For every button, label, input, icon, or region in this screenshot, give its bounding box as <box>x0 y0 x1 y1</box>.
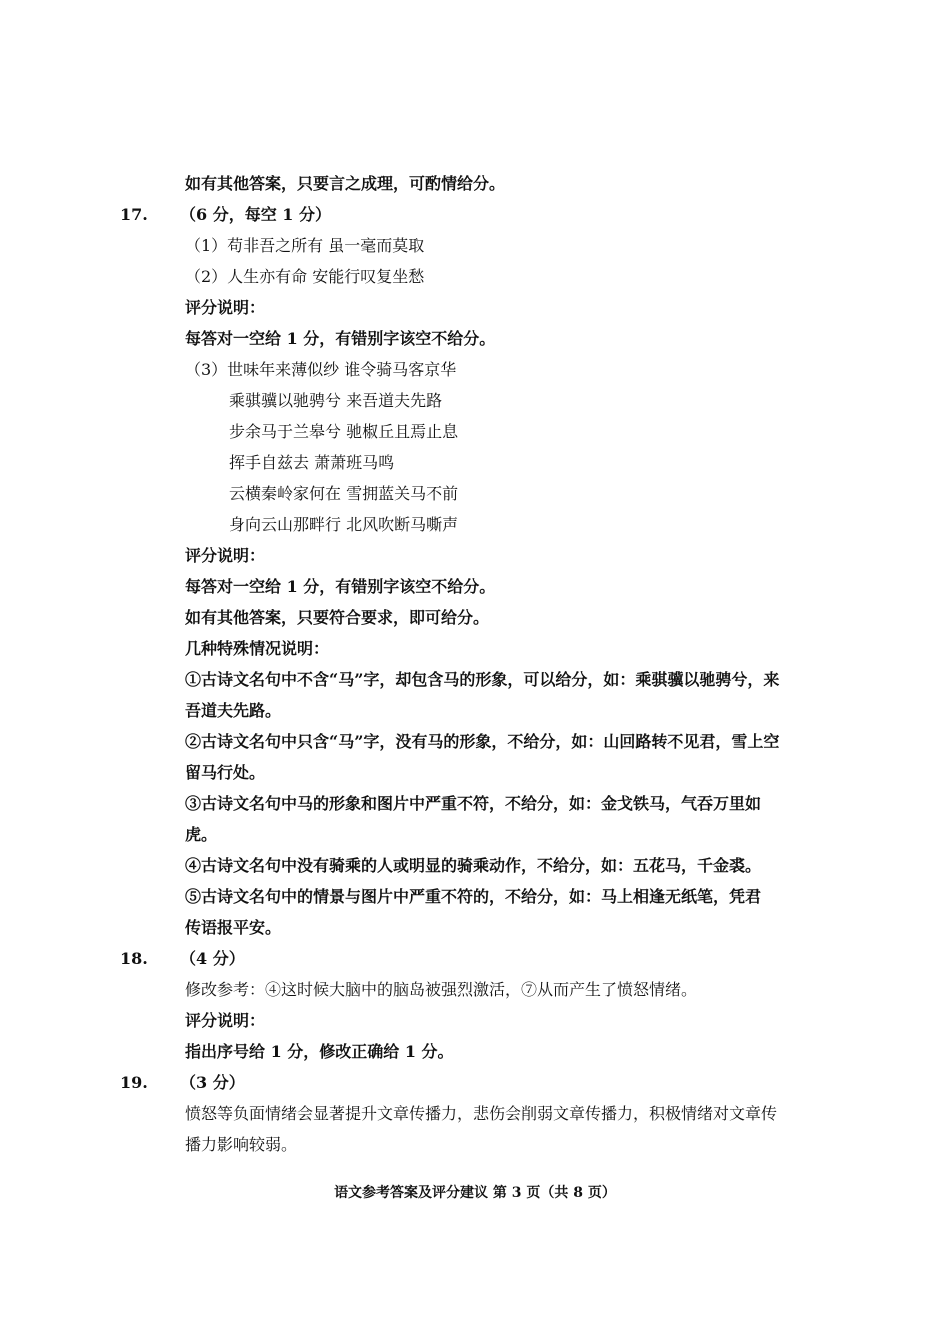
text-line: （3）世味年来薄似纱 谁令骑马客京华 <box>185 360 457 379</box>
text-line: 身向云山那畔行 北风吹断马嘶声 <box>229 515 459 534</box>
text-line: 挥手自兹去 萧萧班马鸣 <box>229 453 395 472</box>
text-line: 吾道夫先路。 <box>185 701 282 720</box>
question-number: 18. <box>120 949 148 968</box>
text-line: 播力影响较弱。 <box>185 1135 298 1154</box>
text-line: ①古诗文名句中不含“马”字，却包含马的形象，可以给分，如：乘骐骥以驰骋兮，来 <box>185 670 780 689</box>
question-heading: （3 分） <box>180 1073 245 1092</box>
text-line: ⑤古诗文名句中的情景与图片中严重不符的，不给分，如：马上相逢无纸笔，凭君 <box>185 887 762 906</box>
text-line: 如有其他答案，只要符合要求，即可给分。 <box>185 608 490 627</box>
text-line: 虎。 <box>185 825 218 844</box>
question-number: 19. <box>120 1073 148 1092</box>
text-line: 指出序号给 1 分，修改正确给 1 分。 <box>185 1042 454 1061</box>
text-line: 几种特殊情况说明： <box>185 639 330 658</box>
text-line: 愤怒等负面情绪会显著提升文章传播力，悲伤会削弱文章传播力，积极情绪对文章传 <box>185 1104 778 1123</box>
question-heading: （6 分，每空 1 分） <box>180 205 331 224</box>
text-line: （2）人生亦有命 安能行叹复坐愁 <box>185 267 425 286</box>
text-line: ②古诗文名句中只含“马”字，没有马的形象，不给分，如：山回路转不见君，雪上空 <box>185 732 780 751</box>
text-line: 修改参考：④这时候大脑中的脑岛被强烈激活，⑦从而产生了愤怒情绪。 <box>185 980 698 999</box>
text-line: 传语报平安。 <box>185 918 282 937</box>
page-footer: 语文参考答案及评分建议 第 3 页（共 8 页） <box>334 1185 616 1201</box>
text-line: 每答对一空给 1 分，有错别字该空不给分。 <box>185 329 496 348</box>
text-line: 每答对一空给 1 分，有错别字该空不给分。 <box>185 577 496 596</box>
text-line: （1）苟非吾之所有 虽一毫而莫取 <box>185 236 425 255</box>
text-line: 评分说明： <box>185 1011 266 1030</box>
text-line: 留马行处。 <box>185 763 266 782</box>
text-line: 步余马于兰皋兮 驰椒丘且焉止息 <box>229 422 459 441</box>
question-number: 17. <box>120 205 148 224</box>
text-line: 评分说明： <box>185 298 266 317</box>
text-line: ③古诗文名句中马的形象和图片中严重不符，不给分，如：金戈铁马，气吞万里如 <box>185 794 762 813</box>
text-line: ④古诗文名句中没有骑乘的人或明显的骑乘动作，不给分，如：五花马，千金裘。 <box>185 856 762 875</box>
text-line: 评分说明： <box>185 546 266 565</box>
text-line: 云横秦岭家何在 雪拥蓝关马不前 <box>229 484 459 503</box>
question-heading: （4 分） <box>180 949 245 968</box>
text-line: 如有其他答案，只要言之成理，可酌情给分。 <box>185 174 506 193</box>
text-line: 乘骐骥以驰骋兮 来吾道夫先路 <box>229 391 443 410</box>
